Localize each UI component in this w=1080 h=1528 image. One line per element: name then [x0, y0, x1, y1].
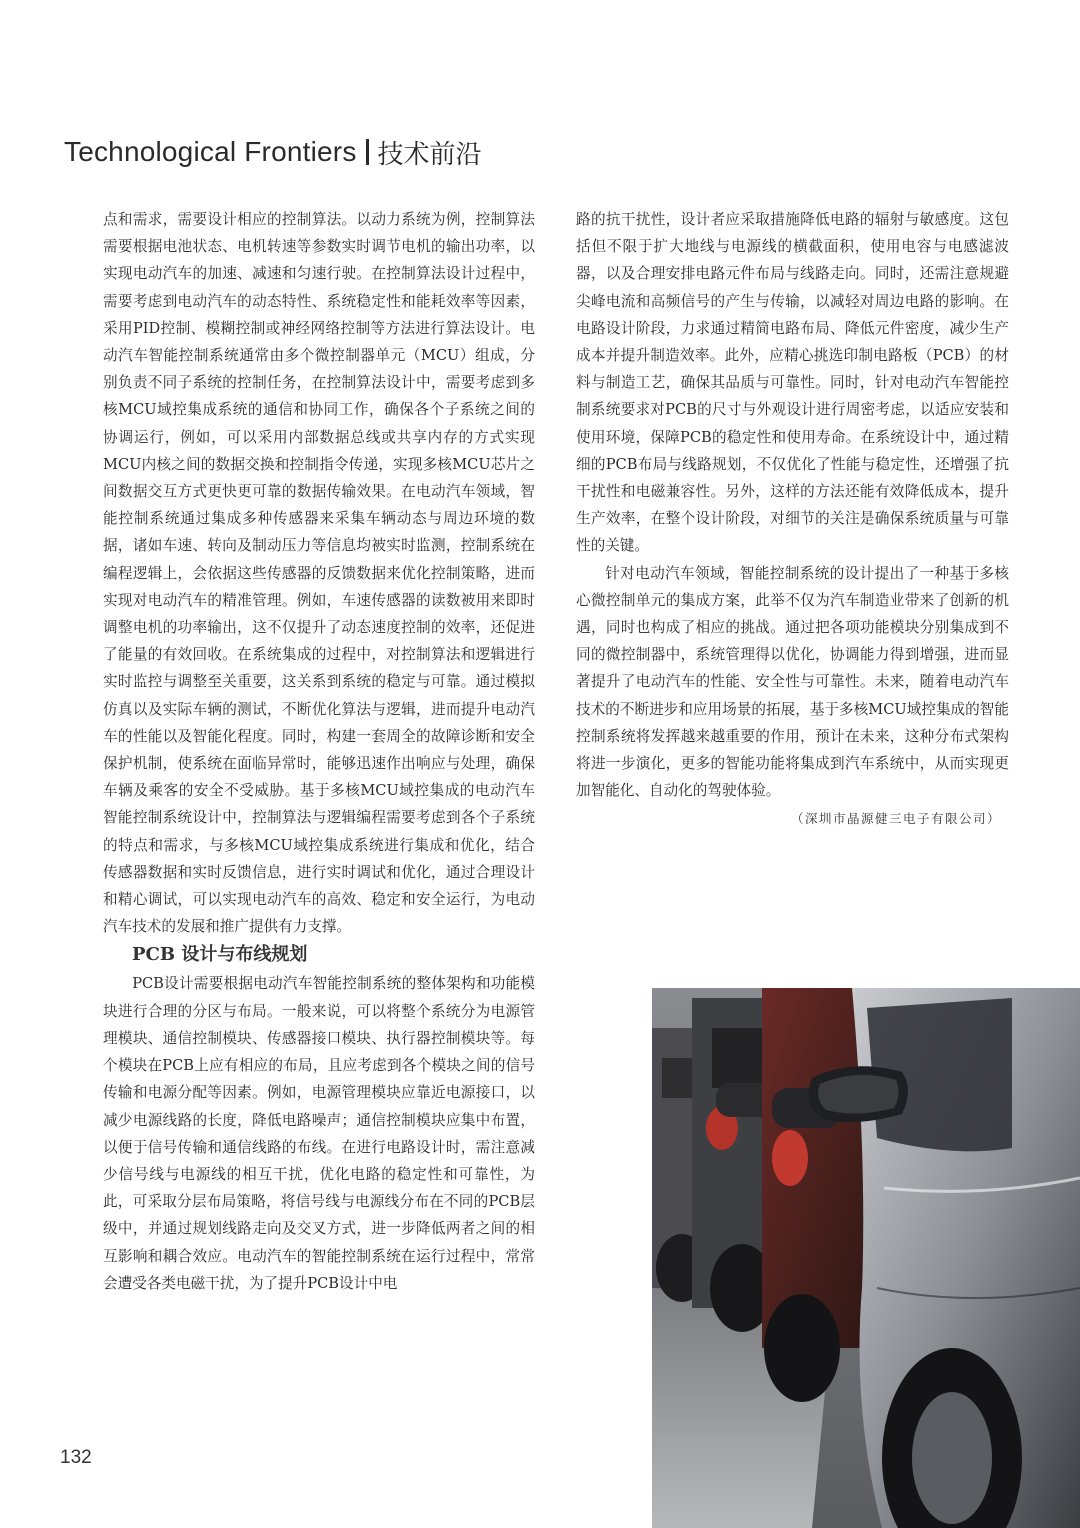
author-attribution: （深圳市晶源健三电子有限公司）	[790, 811, 1001, 827]
left-column	[103, 206, 535, 1297]
photo-parked-cars	[652, 988, 1080, 1528]
header-title-cn: 技术前沿	[377, 139, 482, 170]
header-divider	[366, 139, 369, 165]
right-paragraph-2: 针对电动汽车领域，智能控制系统的设计提出了一种基于多核心微控制单元的集成方案，此举不仅为汽车制造业带来了创新的机遇，同时也构成了相应的挑战。通过把各项功能模块分别集成到不同的微控制器中，系统管理得以优化，协调能力得到增强，进而显著提升了电动汽车的性能、安全性与可靠性。未来，随着电动汽车技术的不断进步和应用场景的拓展，基于多核MCU域控集成的智能控制系统将发挥越来越重要的作用，预计在未来，这种分布式架构将进一步演化，更多的智能功能将集成到汽车系统中，从而实现更加智能化、自动化的驾驶体验。	[576, 564, 1009, 800]
right-column	[576, 206, 1009, 832]
left-paragraph-2: PCB设计需要根据电动汽车智能控制系统的整体架构和功能模块进行合理的分区与布局。一般来说，可以将整个系统分为电源管理模块、通信控制模块、传感器接口模块、执行器控制模块等。每个模块在PCB上应有相应的布局，且应考虑到各个模块之间的信号传输和电源分配等因素。例如，电源管理模块应靠近电源接口，以减少电源线路的长度，降低电路噪声；通信控制模块应集中布置，以便于信号传输和通信线路的布线。在进行电路设计时，需注意减少信号线与电源线的相互干扰，优化电路的稳定性和可靠性，为此，可采取分层布局策略，将信号线与电源线分布在不同的PCB层级中，并通过规划线路走向及交叉方式，进一步降低两者之间的相互影响和耦合效应。电动汽车的智能控制系统在运行过程中，常常会遭受各类电磁干扰，为了提升PCB设计中电	[103, 975, 535, 1292]
page-number: 132	[60, 1447, 92, 1468]
section-heading-pcb: PCB 设计与布线规划	[132, 944, 308, 966]
page-header	[64, 132, 482, 172]
right-paragraph-1: 路的抗干扰性，设计者应采取措施降低电路的辐射与敏感度。这包括但不限于扩大地线与电源线的横截面积，使用电容与电感滤波器，以及合理安排电路元件布局与线路走向。同时，还需注意规避尖峰电流和高频信号的产生与传输，以减轻对周边电路的影响。在电路设计阶段，力求通过精简电路布局、降低元件密度，减少生产成本并提升制造效率。此外，应精心挑选印制电路板（PCB）的材料与制造工艺，确保其品质与可靠性。同时，针对电动汽车智能控制系统要求对PCB的尺寸与外观设计进行周密考虑，以适应安装和使用环境，保障PCB的稳定性和使用寿命。在系统设计中，通过精细的PCB布局与线路规划，不仅优化了性能与稳定性，还增强了抗干扰性和电磁兼容性。另外，这样的方法还能有效降低成本，提升生产效率，在整个设计阶段，对细节的关注是确保系统质量与可靠性的关键。	[576, 211, 1009, 555]
cars-illustration	[652, 988, 1080, 1528]
left-paragraph-1: 点和需求，需要设计相应的控制算法。以动力系统为例，控制算法需要根据电池状态、电机转速等参数实时调节电机的输出功率，以实现电动汽车的加速、减速和匀速行驶。在控制算法设计过程中，需要考虑到电动汽车的动态特性、系统稳定性和能耗效率等因素，采用PID控制、模糊控制或神经网络控制等方法进行算法设计。电动汽车智能控制系统通常由多个微控制器单元（MCU）组成，分别负责不同子系统的控制任务，在控制算法设计中，需要考虑到多核MCU域控集成系统的通信和协同工作，确保各个子系统之间的协调运行，例如，可以采用内部数据总线或共享内存的方式实现MCU内核之间的数据交换和控制指令传递，实现多核MCU芯片之间数据交互方式更快更可靠的数据传输效果。在电动汽车领域，智能控制系统通过集成多种传感器来采集车辆动态与周边环境的数据，诸如车速、转向及制动压力等信息均被实时监测，控制系统在编程逻辑上，会依据这些传感器的反馈数据来优化控制策略，进而实现对电动汽车的精准管理。例如，车速传感器的读数被用来即时调整电机的功率输出，这不仅提升了动态速度控制的效率，还促进了能量的有效回收。在系统集成的过程中，对控制算法和逻辑进行实时监控与调整至关重要，这关系到系统的稳定与可靠。通过模拟仿真以及实际车辆的测试，不断优化算法与逻辑，进而提升电动汽车的性能以及智能化程度。同时，构建一套周全的故障诊断和安全保护机制，使系统在面临异常时，能够迅速作出响应与处理，确保车辆及乘客的安全不受威胁。基于多核MCU域控集成的电动汽车智能控制系统设计中，控制算法与逻辑编程需要考虑到各个子系统的特点和需求，与多核MCU域控集成系统进行集成和优化，结合传感器数据和实时反馈信息，进行实时调试和优化，通过合理设计和精心调试，可以实现电动汽车的高效、稳定和安全运行，为电动汽车技术的发展和推广提供有力支撑。	[103, 211, 535, 936]
header-title-en: Technological Frontiers	[64, 136, 357, 167]
